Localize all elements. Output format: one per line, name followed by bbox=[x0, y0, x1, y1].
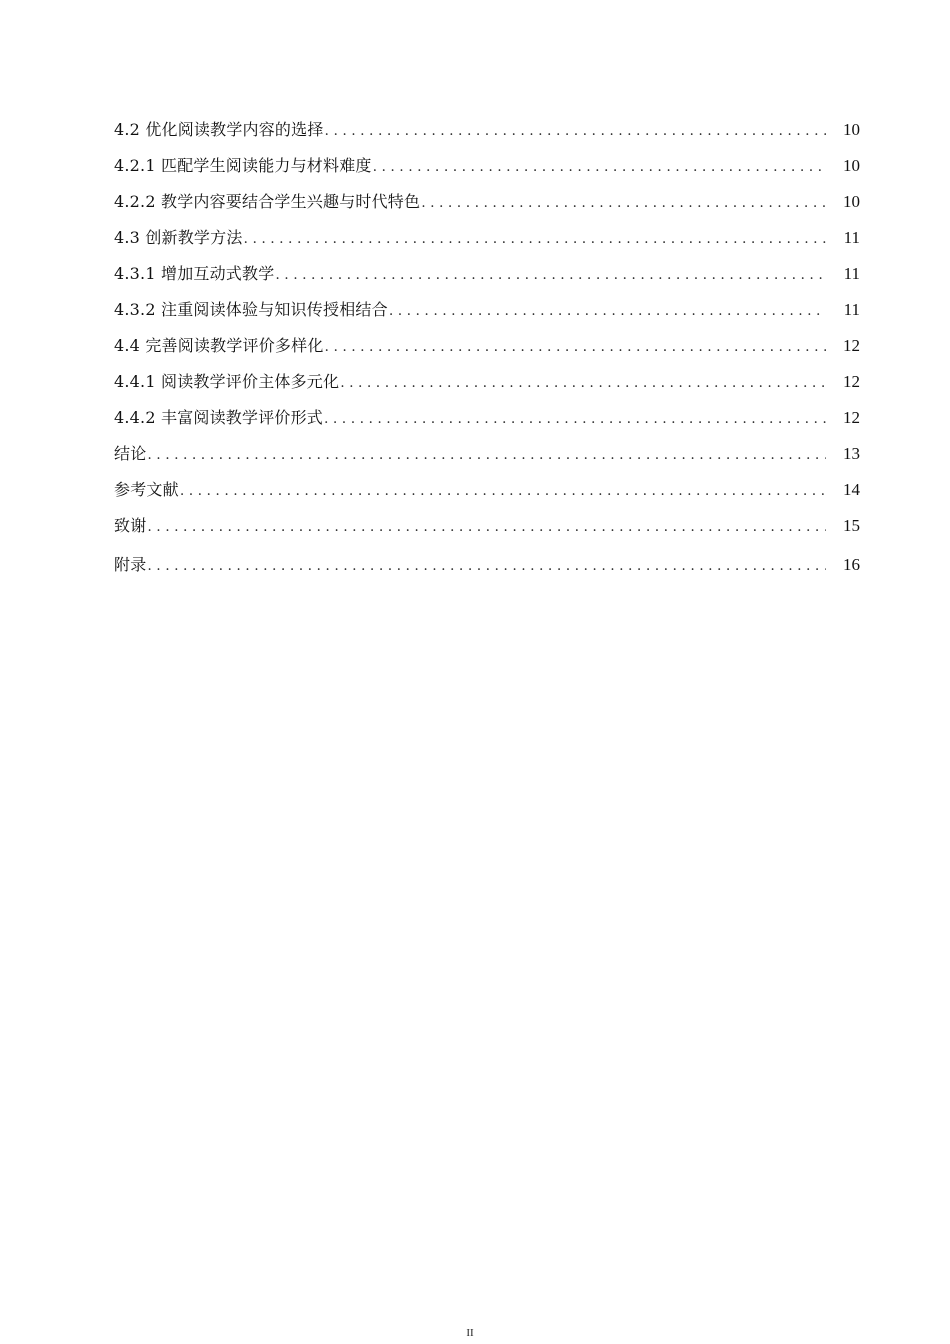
toc-entry-title: 4.3.2 注重阅读体验与知识传授相结合 bbox=[114, 300, 388, 319]
toc-entry-title: 参考文献 bbox=[114, 480, 179, 499]
toc-dot-leader bbox=[389, 299, 826, 323]
toc-page-number: 14 bbox=[843, 480, 860, 499]
toc-entry-title: 4.4 完善阅读教学评价多样化 bbox=[114, 336, 324, 355]
toc-dot-leader bbox=[275, 263, 826, 287]
toc-entry[interactable] bbox=[114, 334, 860, 370]
toc-dot-leader bbox=[147, 554, 826, 578]
toc-dot-leader bbox=[421, 191, 826, 215]
toc-entry[interactable] bbox=[114, 514, 860, 550]
toc-dot-leader bbox=[325, 119, 826, 143]
toc-entry[interactable] bbox=[114, 442, 860, 478]
toc-entry-title: 4.3 创新教学方法 bbox=[114, 228, 243, 247]
toc-dot-leader bbox=[147, 515, 826, 539]
toc-entry[interactable] bbox=[114, 262, 860, 298]
toc-entry-title: 4.2 优化阅读教学内容的选择 bbox=[114, 120, 324, 139]
toc-entry[interactable] bbox=[114, 370, 860, 406]
toc-page-number: 11 bbox=[843, 228, 860, 247]
toc-entry[interactable] bbox=[114, 553, 860, 589]
toc-entry-title: 附录 bbox=[114, 555, 147, 574]
toc-entry[interactable] bbox=[114, 118, 860, 154]
toc-entry-title: 4.2.2 教学内容要结合学生兴趣与时代特色 bbox=[114, 192, 421, 211]
toc-entry-title: 4.2.1 匹配学生阅读能力与材料难度 bbox=[114, 156, 372, 175]
toc-entry-title: 4.4.2 丰富阅读教学评价形式 bbox=[114, 408, 323, 427]
toc-page-number: 12 bbox=[843, 336, 860, 355]
table-of-contents bbox=[114, 118, 860, 589]
toc-dot-leader bbox=[325, 335, 826, 359]
toc-page-number: 10 bbox=[843, 156, 860, 175]
toc-entry-title: 结论 bbox=[114, 444, 147, 463]
toc-page-number: 11 bbox=[843, 264, 860, 283]
toc-entry-title: 4.3.1 增加互动式教学 bbox=[114, 264, 275, 283]
toc-entry[interactable] bbox=[114, 478, 860, 514]
toc-page-number: 12 bbox=[843, 372, 860, 391]
toc-dot-leader bbox=[147, 443, 826, 467]
toc-entry[interactable] bbox=[114, 226, 860, 262]
toc-entry-title: 4.4.1 阅读教学评价主体多元化 bbox=[114, 372, 340, 391]
toc-dot-leader bbox=[244, 227, 826, 251]
toc-page-number: 13 bbox=[843, 444, 860, 463]
toc-entry-title: 致谢 bbox=[114, 516, 147, 535]
page-footer-number: II bbox=[466, 1327, 474, 1339]
toc-page-number: 16 bbox=[843, 555, 860, 574]
toc-entry[interactable] bbox=[114, 298, 860, 334]
toc-page-number: 10 bbox=[843, 120, 860, 139]
toc-page-number: 10 bbox=[843, 192, 860, 211]
toc-dot-leader bbox=[373, 155, 826, 179]
toc-dot-leader bbox=[340, 371, 826, 395]
toc-entry[interactable] bbox=[114, 154, 860, 190]
toc-dot-leader bbox=[324, 407, 826, 431]
toc-page-number: 11 bbox=[843, 300, 860, 319]
toc-dot-leader bbox=[180, 479, 826, 503]
toc-entry[interactable] bbox=[114, 406, 860, 442]
toc-page-number: 15 bbox=[843, 516, 860, 535]
toc-entry[interactable] bbox=[114, 190, 860, 226]
toc-page-number: 12 bbox=[843, 408, 860, 427]
